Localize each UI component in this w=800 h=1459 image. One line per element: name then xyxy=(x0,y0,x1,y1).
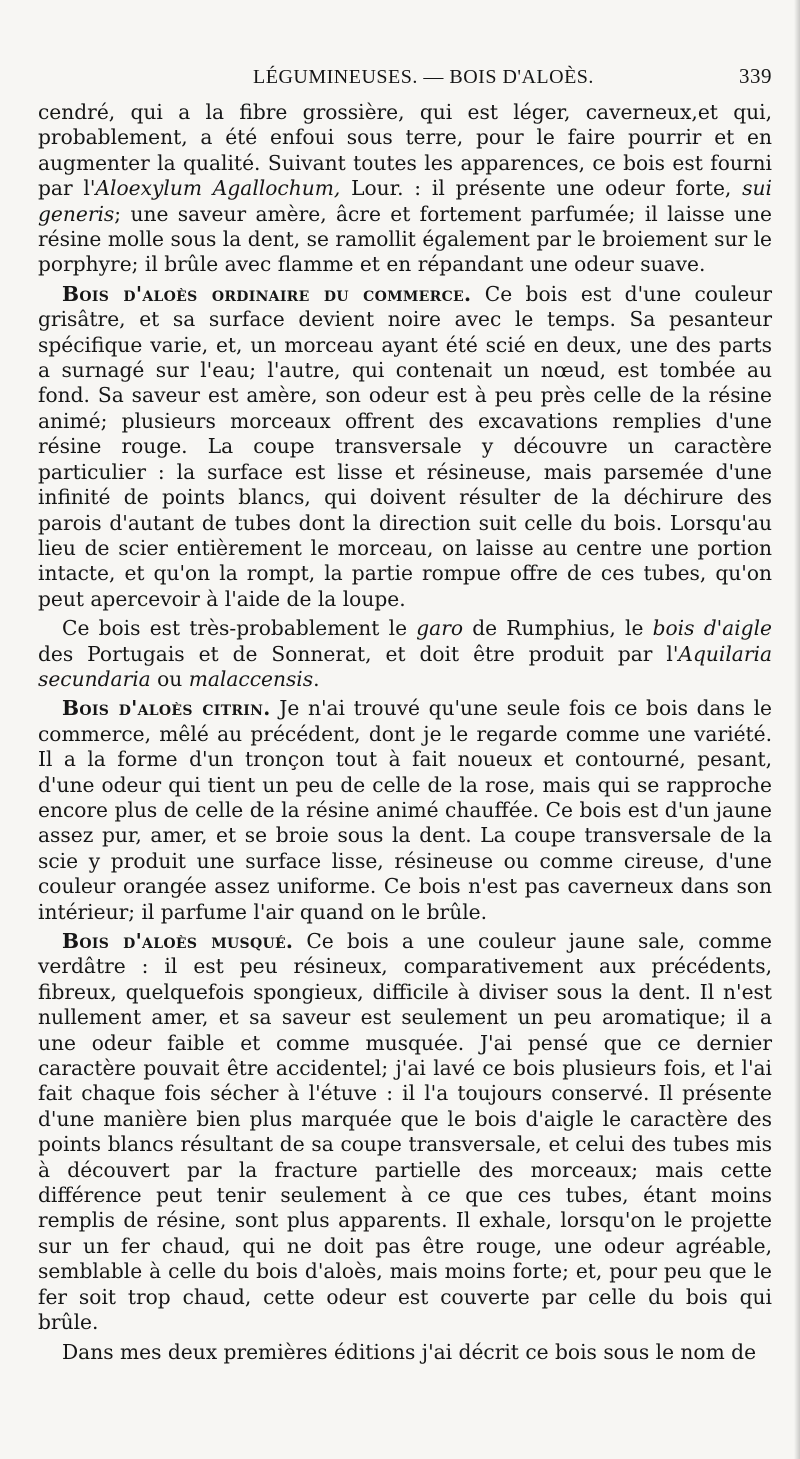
body-text xyxy=(38,100,772,1365)
text-run: Ce bois a une couleur jaune sale, comme verdâtre : il est peu résineux, comparativement aux précédents, fibreux, quelquefois spongieux, difficile à diviser sous la dent. Il n'est nullement amer, et sa saveur est seulement un peu aromatique; il a une odeur faible et comme musquée. J'ai pensé que ce dernier caractère pouvait être accidentel; j'ai lavé ce bois plusieurs fois, et l'ai fait chaque fois sécher à l'étuve : il l'a toujours conservé. Il présente d'une manière bien plus marquée que le bois d'aigle le caractère des points blancs résultant de sa coupe transversale, et celui des tubes mis à découvert par la fracture partielle des morceaux; mais cette différence peut tenir seulement à ce que ces tubes, étant moins remplis de résine, sont plus apparents. Il exhale, lorsqu'on le projette sur un fer chaud, qui ne doit pas être rouge, une odeur agréable, semblable à celle du bois d'aloès, mais moins forte; et, pour peu que le fer soit trop chaud, cette odeur est couverte par celle du bois qui brûle. xyxy=(38,929,772,1335)
paragraph-citrin xyxy=(38,696,772,925)
page-number: 339 xyxy=(739,64,772,88)
text-run: Je n'ai trouvé qu'une seule fois ce bois dans le commerce, mêlé au précédent, dont je le regarde comme une variété. Il a la forme d'un tronçon tout à fait noueux et contourné, pesant, d'une odeur qui tient un peu de celle de la rose, mais qui se rapproche encore plus de celle de la résine animé chauffée. Ce bois est d'un jaune assez pur, amer, et se broie sous la dent. La coupe transversale de la scie y produit une surface lisse, résineuse ou comme cireuse, d'une couleur orangée assez uniforme. Ce bois n'est pas caverneux dans son intérieur; il parfume l'air quand on le brûle. xyxy=(38,696,772,924)
species-name: Aquilaria secundaria xyxy=(38,641,772,691)
section-run-in-heading: Bois d'aloès citrin. xyxy=(62,696,271,721)
section-run-in-heading: Bois d'aloès ordinaire du commerce. xyxy=(62,281,472,306)
paragraph-ordinaire xyxy=(38,282,772,612)
species-name: Aloexylum Agallochum, xyxy=(95,176,341,201)
running-head xyxy=(38,64,772,100)
section-run-in-heading: Bois d'aloès musqué. xyxy=(62,929,294,953)
species-name: malaccensis xyxy=(188,666,314,691)
text-run: ou xyxy=(150,666,189,691)
paragraph-musque xyxy=(38,929,772,1336)
term-bois-aigle: bois d'aigle xyxy=(652,616,772,641)
text-run: Ce bois est très-probablement le xyxy=(62,616,417,641)
paragraph-garo xyxy=(38,616,772,692)
page-edge-shadow xyxy=(794,0,800,1459)
text-run: Lour. : il présente une odeur forte, xyxy=(340,176,743,201)
text-run: cendré, qui a la fibre grossière, qui est léger, caverneux,et qui, probablement, a été enfoui sous terre, pour le faire pourrir et en augmenter la qualité. Suivant toutes les apparences, ce bois est fourni par l' xyxy=(38,100,772,201)
text-run: . xyxy=(313,666,320,691)
text-run: des Portugais et de Sonnerat, et doit être produit par l' xyxy=(38,641,679,666)
text-run: Dans mes deux premières éditions j'ai décrit ce bois sous le nom de xyxy=(62,1339,757,1364)
paragraph-continuation xyxy=(38,100,772,278)
text-run: de Rumphius, le xyxy=(463,616,653,641)
running-title: LÉGUMINEUSES. — BOIS D'ALOÈS. xyxy=(253,66,594,88)
term-garo: garo xyxy=(416,616,463,641)
latin-phrase: sui generis xyxy=(38,176,772,226)
paragraph-editions xyxy=(38,1340,772,1365)
text-run: Ce bois est d'une couleur grisâtre, et sa surface devient noire avec le temps. Sa pesanteur spécifique varie, et, un morceau ayant été scié en deux, une des parts a surnagé sur l'eau; l'autre, qui contenait un nœud, est tombée au fond. Sa saveur est amère, son odeur est à peu près celle de la résine animé; plusieurs morceaux offrent des excavations remplies d'une résine rouge. La coupe transversale y découvre un caractère particulier : la surface est lisse et résineuse, mais parsemée d'une infinité de points blancs, qui doivent résulter de la déchirure des parois d'autant de tubes dont la direction suit celle du bois. Lorsqu'au lieu de scier entièrement le morceau, on laisse au centre une portion intacte, et qu'on la rompt, la partie rompue offre de ces tubes, qu'on peut apercevoir à l'aide de la loupe. xyxy=(38,281,772,611)
text-run: ; une saveur amère, âcre et fortement parfumée; il laisse une résine molle sous la dent, se ramollit également par le broiement sur le porphyre; il brûle avec flamme et en répandant une odeur suave. xyxy=(38,201,772,277)
